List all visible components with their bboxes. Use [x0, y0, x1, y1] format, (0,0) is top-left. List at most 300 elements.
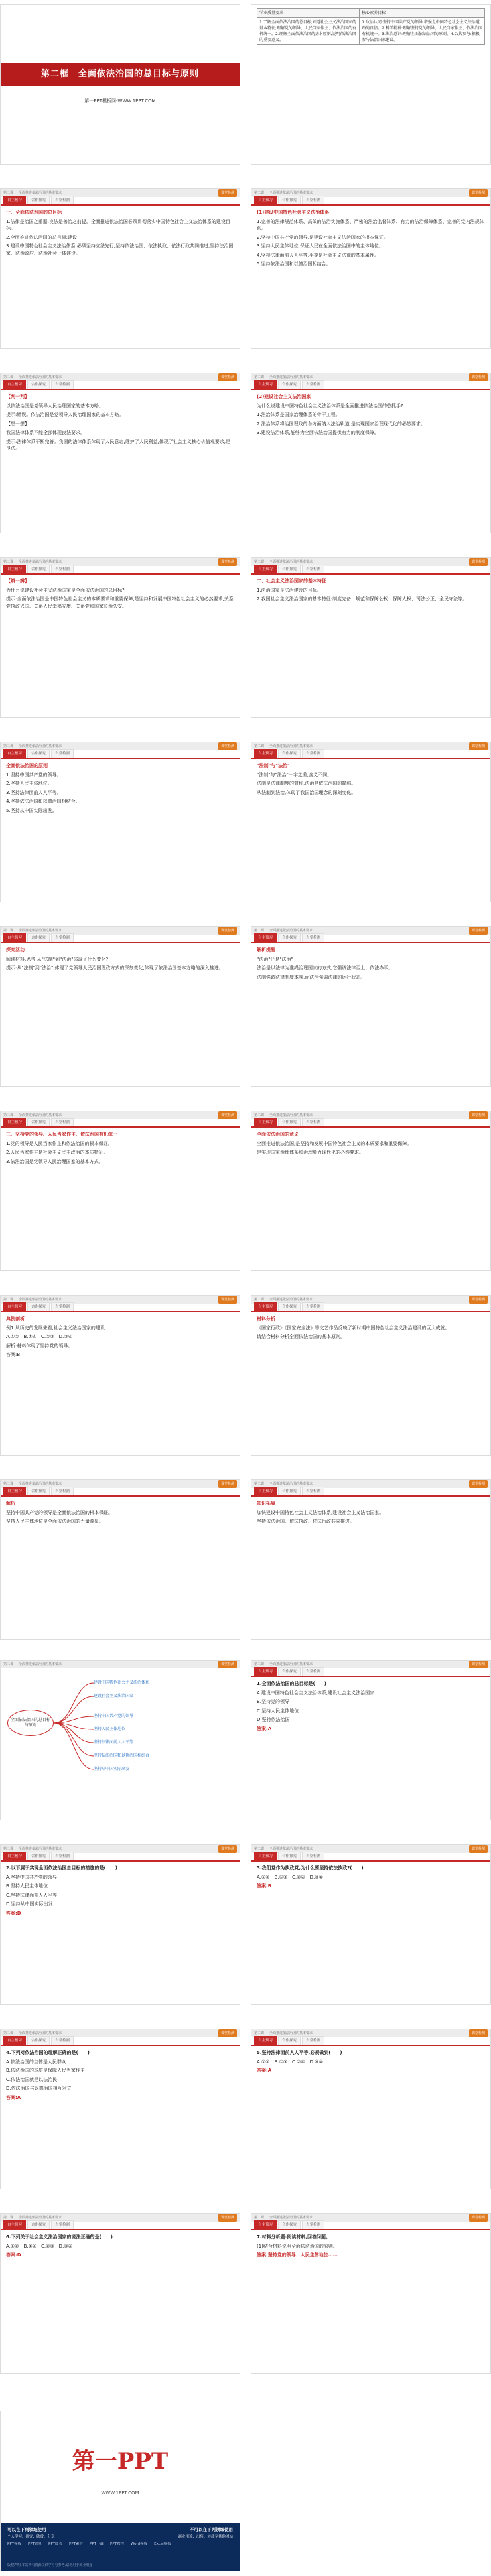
topbar-button[interactable]: 课堂检测 — [469, 1111, 488, 1120]
slide-line: 法制强调法律制度本身,而法治强调法律的运行状态。 — [257, 974, 366, 980]
tab-1[interactable]: 合作探究 — [278, 380, 301, 389]
topbar-button[interactable]: 课堂检测 — [218, 1661, 237, 1669]
content-slide — [251, 188, 491, 349]
brand-logo: 第一PPT — [72, 2448, 169, 2474]
slide-heading: "法制"与"法治" — [257, 763, 290, 768]
topbar-book: 第二课 — [3, 1113, 14, 1117]
topbar-section: 全面推进依法治国的基本要求 — [269, 375, 313, 379]
topbar-section: 全面推进依法治国的基本要求 — [19, 928, 62, 933]
tab-2[interactable]: 当堂检测 — [51, 1852, 74, 1861]
slide-heading: 【辨一辨】 — [6, 578, 29, 584]
tab-row — [251, 935, 490, 943]
quiz-slide — [0, 1844, 240, 2005]
topbar-button[interactable]: 课堂检测 — [218, 1845, 237, 1854]
quiz-option[interactable]: B.坚持党的领导 — [257, 1699, 290, 1704]
slide-line: 坚持中国共产党的领导是全面依法治国的根本保证。 — [6, 1509, 113, 1515]
mindmap-node: 建设社会主义法治国家 — [94, 1694, 134, 1698]
slide-line: "法治"还是"法治" — [257, 956, 293, 962]
tab-1[interactable]: 合作探究 — [27, 1487, 50, 1496]
tab-2[interactable]: 当堂检测 — [51, 1487, 74, 1496]
topbar-section: 全面推进依法治国的基本要求 — [19, 559, 62, 564]
slide-heading: (1)建设中国特色社会主义法治体系 — [257, 210, 330, 215]
slide-line: 坚持依法治国、依法执政、依法行政共同推进。 — [257, 1519, 354, 1524]
slide-content — [1, 390, 240, 458]
quiz-answer: 答案:A — [257, 1726, 272, 1731]
slide-line: 2.法治体系将治国理政的各方面纳入法治轨道,是实现国家治理现代化的必然要求。 — [257, 421, 425, 427]
slide-heading: 解析 — [6, 1501, 15, 1506]
slide-line: 提示:从"法制"到"法治",体现了党领导人民治国理政方式的深刻变化,体现了依法治国基本方略的深入推进。 — [6, 965, 224, 971]
slide-line: 坚持人民主体地位是全面依法治国的力量源泉。 — [6, 1519, 104, 1524]
quiz-option[interactable]: D.坚持依法治国 — [257, 1717, 290, 1722]
topbar-book: 第二课 — [3, 2215, 14, 2220]
slide-content — [251, 1497, 490, 1530]
topbar-book: 第二课 — [3, 190, 14, 195]
tab-2[interactable]: 当堂检测 — [302, 1487, 324, 1496]
topbar-section: 全面推进依法治国的基本要求 — [19, 1297, 62, 1302]
slide-content — [251, 943, 490, 986]
quiz-question: 3.我们党作为执政党,为什么要坚持依法执政?( ) — [257, 1865, 364, 1871]
tab-1[interactable]: 合作探究 — [278, 1118, 301, 1127]
tab-row — [1, 1488, 240, 1497]
slide-line: 提示:法律体系不断完善。我国的法律体系体现了人民意志,维护了人民利益,体现了社会主义核心价值观要求,是良法。 — [6, 439, 231, 451]
topbar-section: 全面推进依法治国的基本要求 — [19, 1481, 62, 1486]
topbar-book: 第二课 — [254, 1846, 265, 1851]
footer-links — [7, 2542, 233, 2547]
topbar-button[interactable]: 课堂检测 — [469, 558, 488, 567]
footer-link[interactable]: PPT教程 — [110, 2542, 124, 2546]
tab-2[interactable]: 当堂检测 — [51, 1118, 74, 1127]
slide-line: 以依法治国是党领导人民治理国家的基本方略。 — [6, 403, 104, 409]
topbar-section: 全面推进依法治国的基本要求 — [19, 1662, 62, 1666]
tab-row — [1, 935, 240, 943]
slide-line: 4.坚持法律面前人人平等,平等是社会主义法律的基本属性。 — [257, 252, 379, 258]
quiz-option[interactable]: A.坚持中国共产党的领导 — [6, 1874, 57, 1880]
slide-line: 为什么说建设中国特色社会主义法治体系是全面推进依法治国的总抓手? — [257, 403, 403, 409]
tab-0[interactable]: 自主预习 — [3, 1487, 26, 1496]
tab-0[interactable]: 自主预习 — [254, 2220, 277, 2230]
quiz-option[interactable]: A.依法治国的主体是人民群众 — [6, 2059, 66, 2065]
tab-1[interactable]: 合作探究 — [27, 1852, 50, 1861]
slide-line: 解析:材料体现了坚持党的领导。 — [6, 1343, 73, 1349]
logo-slide — [0, 2411, 240, 2571]
topbar-section: 全面推进依法治国的基本要求 — [19, 2031, 62, 2035]
topbar-section: 全面推进依法治国的基本要求 — [269, 190, 313, 195]
topbar-button[interactable]: 课堂检测 — [218, 2029, 237, 2038]
slide-line: 是实现国家治理体系和治理能力现代化的必然要求。 — [257, 1150, 364, 1155]
footer-link[interactable]: PPT素材 — [69, 2542, 83, 2546]
slide-line: 1.完善的法律规范体系、高效的法治实施体系、严密的法治监督体系、有力的法治保障体系、完善的党内法规体系。 — [257, 218, 484, 231]
slide-line: "法制"与"法治"一字之差,含义不同。 — [257, 772, 332, 778]
tab-2[interactable]: 当堂检测 — [51, 933, 74, 943]
topbar-button[interactable]: 课堂检测 — [469, 2214, 488, 2222]
slide-content — [1, 1497, 240, 1530]
footer-link[interactable]: PPT下载 — [90, 2542, 104, 2546]
slide-line: 5.坚持依法治国和以德治国相结合。 — [257, 261, 331, 267]
quiz-option[interactable]: B.依法治国的本质是保障人民当家作主 — [6, 2068, 86, 2073]
topbar-button[interactable]: 课堂检测 — [469, 189, 488, 198]
quiz-content — [1, 1862, 240, 1922]
topbar-section: 全面推进依法治国的基本要求 — [19, 1846, 62, 1851]
content-slide — [0, 557, 240, 718]
footer-link[interactable]: PPT图表 — [48, 2542, 62, 2546]
footer-copyright: 版权声明:本站所有资源仅供学习与参考,请勿用于商业用途 — [7, 2563, 93, 2567]
quiz-slide — [0, 2213, 240, 2374]
topbar-button[interactable]: 课堂检测 — [469, 1480, 488, 1489]
content-slide — [251, 1295, 491, 1456]
tab-row — [251, 2222, 490, 2230]
tab-0[interactable]: 自主预习 — [254, 565, 277, 574]
topbar-section: 全面推进依法治国的基本要求 — [19, 375, 62, 379]
quiz-option[interactable]: (1)结合材料说明全面依法治国的原则。 — [257, 2243, 338, 2249]
slide-line: 3.坚持人民主体地位,保证人民在全面依法治国中的主体地位。 — [257, 243, 384, 249]
topbar-book: 第二课 — [3, 2031, 14, 2035]
tab-2[interactable]: 当堂检测 — [302, 1667, 324, 1676]
quiz-slide — [0, 2029, 240, 2189]
slide-content — [1, 943, 240, 977]
tab-2[interactable]: 当堂检测 — [302, 565, 324, 574]
objectives-col2-text: 1.政治认同:坚持中国共产党的领导,增强走中国特色社会主义法治道路的自信。2.科学精神:理解坚持党的领导、人民当家作主、依法治国有机统一。3.法治意识:理解全面依法治国的原则。4.公共参与:积极参与法治国家建设。 — [360, 18, 485, 45]
quiz-option[interactable]: B.坚持人民主体地位 — [6, 1883, 48, 1889]
tab-row — [251, 197, 490, 206]
topbar-section: 全面推进依法治国的基本要求 — [19, 1113, 62, 1117]
tab-0[interactable]: 自主预习 — [254, 196, 277, 205]
tab-1[interactable]: 合作探究 — [27, 2036, 50, 2045]
topbar-section: 全面推进依法治国的基本要求 — [269, 744, 313, 748]
tab-1[interactable]: 合作探究 — [27, 1118, 50, 1127]
quiz-option[interactable]: C.依法治国就是以法治民 — [6, 2076, 58, 2082]
tab-0[interactable]: 自主预习 — [3, 2036, 26, 2045]
topbar-book: 第二课 — [254, 1662, 265, 1666]
tab-row — [1, 2222, 240, 2230]
quiz-answer: 答案:A — [6, 2094, 21, 2100]
tab-1[interactable]: 合作探究 — [278, 2220, 301, 2230]
topbar-button[interactable]: 课堂检测 — [218, 927, 237, 935]
topbar-button[interactable]: 课堂检测 — [218, 189, 237, 198]
quiz-content — [251, 2230, 490, 2264]
slide-line: 例1.从历史的发展来看,社会主义法治国家的建设…… — [6, 1325, 114, 1331]
quiz-question: 5.坚持法律面前人人平等,必须做到( ) — [257, 2050, 342, 2055]
tab-0[interactable]: 自主预习 — [3, 196, 26, 205]
tab-2[interactable]: 当堂检测 — [302, 1118, 324, 1127]
topbar-button[interactable]: 课堂检测 — [469, 742, 488, 751]
tab-2[interactable]: 当堂检测 — [302, 749, 324, 758]
topbar-book: 第二课 — [254, 2215, 265, 2220]
quiz-answer: 答案:B — [257, 1883, 272, 1889]
topbar-book: 第二课 — [3, 1481, 14, 1486]
tab-0[interactable]: 自主预习 — [254, 1487, 277, 1496]
slide-topbar — [1, 1661, 240, 1668]
quiz-content — [251, 1862, 490, 1895]
topbar-book: 第二课 — [3, 1297, 14, 1302]
topbar-section: 全面推进依法治国的基本要求 — [269, 1297, 313, 1302]
quiz-question: 7.材料分析题:阅读材料,回答问题。 — [257, 2234, 330, 2240]
slide-line: 5.坚持从中国实际出发。 — [6, 807, 57, 813]
quiz-question: 6.下列关于社会主义法治国家的说法正确的是( ) — [6, 2234, 113, 2240]
mindmap — [1, 1668, 240, 1781]
topbar-button[interactable]: 课堂检测 — [218, 558, 237, 567]
tab-0[interactable]: 自主预习 — [3, 380, 26, 389]
topbar-button[interactable]: 课堂检测 — [469, 373, 488, 382]
quiz-answer: 答案:A — [257, 2068, 272, 2073]
quiz-option[interactable]: A.①② B.①③ C.②④ D.③④ — [257, 1874, 323, 1880]
slide-heading: 全面依法治国的原则 — [6, 763, 48, 768]
topbar-book: 第二课 — [254, 559, 265, 564]
slide-line: A.①② B.①④ C.②③ D.③④ — [6, 1334, 72, 1339]
quiz-option[interactable]: D.依法治国与以德治国相互对立 — [6, 2086, 72, 2091]
slide-heading: 三、坚持党的领导、人民当家作主、依法治国有机统一 — [6, 1132, 117, 1137]
tab-row — [251, 1853, 490, 1862]
objectives-table — [257, 8, 485, 45]
slide-line: 2.坚持人民主体地位。 — [6, 781, 52, 786]
slide-line: 全面推进依法治国,是坚持和发展中国特色社会主义的本质要求和重要保障。 — [257, 1140, 412, 1146]
topbar-section: 全面推进依法治国的基本要求 — [269, 2031, 313, 2035]
slide-content — [251, 1312, 490, 1346]
topbar-book: 第二课 — [254, 375, 265, 379]
tab-0[interactable]: 自主预习 — [3, 1852, 26, 1861]
slide-content — [251, 575, 490, 608]
tab-1[interactable]: 合作探究 — [27, 1302, 50, 1312]
tab-2[interactable]: 当堂检测 — [302, 2220, 324, 2230]
content-slide — [0, 742, 240, 902]
slide-line: 1.党的领导是人民当家作主和依法治国的根本保证。 — [6, 1140, 113, 1146]
tab-1[interactable]: 合作探究 — [27, 380, 50, 389]
quiz-slide — [251, 2029, 491, 2189]
slide-heading: 知识拓展 — [257, 1501, 275, 1506]
tab-row — [251, 1304, 490, 1312]
content-slide — [0, 1111, 240, 1271]
objectives-slide — [251, 4, 491, 165]
footer-link[interactable]: PPT背景 — [28, 2542, 42, 2546]
topbar-section: 全面推进依法治国的基本要求 — [269, 1113, 313, 1117]
topbar-book: 第二课 — [254, 744, 265, 748]
quiz-option[interactable]: A.①② B.①④ C.②③ D.③④ — [6, 2243, 72, 2249]
topbar-button[interactable]: 课堂检测 — [469, 1661, 488, 1669]
quiz-option[interactable]: D.坚持从中国实际出发 — [6, 1901, 53, 1907]
topbar-button[interactable]: 课堂检测 — [469, 2029, 488, 2038]
slide-line: 2.全面推进依法治国的总目标:建设 — [6, 234, 78, 240]
tab-1[interactable]: 合作探究 — [278, 1667, 301, 1676]
content-slide — [251, 926, 491, 1087]
tab-0[interactable]: 自主预习 — [254, 749, 277, 758]
tab-2[interactable]: 当堂检测 — [51, 2220, 74, 2230]
slide-line: 3.依法治国是党领导人民治理国家的基本方式。 — [6, 1158, 104, 1164]
topbar-button[interactable]: 课堂检测 — [218, 1296, 237, 1304]
tab-2[interactable]: 当堂检测 — [302, 2036, 324, 2045]
tab-row — [251, 381, 490, 390]
content-slide — [251, 1479, 491, 1640]
topbar-section: 全面推进依法治国的基本要求 — [19, 744, 62, 748]
quiz-option[interactable]: A.①② B.①③ C.②④ D.③④ — [257, 2059, 323, 2065]
topbar-section: 全面推进依法治国的基本要求 — [269, 1846, 313, 1851]
slide-line: 2.人民当家作主是社会主义民主政治的本质特征。 — [6, 1150, 108, 1155]
topbar-button[interactable]: 课堂检测 — [218, 1480, 237, 1489]
tab-row — [251, 1668, 490, 1677]
tab-0[interactable]: 自主预习 — [254, 2036, 277, 2045]
tab-2[interactable]: 当堂检测 — [51, 1302, 74, 1312]
tab-1[interactable]: 合作探究 — [27, 749, 50, 758]
slide-line: 3.建设中国特色社会主义法治体系,必须坚持立法先行,坚持依法治国、依法执政、依法行政共同推进,坚持法治国家、法治政府、法治社会一体建设。 — [6, 243, 234, 256]
topbar-section: 全面推进依法治国的基本要求 — [269, 1662, 313, 1666]
mindmap-node: 坚持中国共产党的领导 — [94, 1714, 134, 1718]
objectives-col1-text: 1.了解全面依法治国的总目标;知道社会主义法治国家的基本特征;理解党的领导、人民当家作主、依法治国的有机统一。2.理解全面依法治国的基本原则,说明依法治国的重要意义。 — [257, 18, 360, 45]
slide-line: 加快建设中国特色社会主义法治体系,建设社会主义法治国家。 — [257, 1509, 384, 1515]
tab-1[interactable]: 合作探究 — [278, 749, 301, 758]
tab-0[interactable]: 自主预习 — [3, 2220, 26, 2230]
tab-row — [251, 566, 490, 575]
objectives-col1-head: 学业质量要求 — [257, 9, 360, 18]
quiz-option[interactable]: A.建设中国特色社会主义法治体系,建设社会主义法治国家 — [257, 1690, 375, 1696]
tab-0[interactable]: 自主预习 — [254, 1302, 277, 1312]
footer-link[interactable]: Word模板 — [131, 2542, 148, 2546]
slide-line: 3.建设法治体系,能够为全面依法治国提供有力的制度保障。 — [257, 430, 379, 435]
topbar-book: 第二课 — [3, 928, 14, 933]
tab-1[interactable]: 合作探究 — [278, 1487, 301, 1496]
mindmap-node: 建设中国特色社会主义法治体系 — [94, 1680, 150, 1685]
slide-content — [251, 390, 490, 442]
tab-row — [251, 750, 490, 759]
quiz-content — [1, 2046, 240, 2106]
tab-0[interactable]: 自主预习 — [254, 1852, 277, 1861]
slide-content — [251, 206, 490, 273]
tab-1[interactable]: 合作探究 — [27, 933, 50, 943]
topbar-button[interactable]: 课堂检测 — [469, 927, 488, 935]
slide-heading: 全面依法治国的意义 — [257, 1132, 299, 1137]
topbar-button[interactable]: 课堂检测 — [218, 742, 237, 751]
topbar-book: 第二课 — [254, 1481, 265, 1486]
mindmap-node: 坚持人民主体地位 — [94, 1727, 126, 1731]
topbar-button[interactable]: 课堂检测 — [218, 2214, 237, 2222]
tab-1[interactable]: 合作探究 — [27, 2220, 50, 2230]
topbar-section: 全面推进依法治国的基本要求 — [269, 559, 313, 564]
slide-content — [1, 1312, 240, 1364]
tab-row — [251, 1488, 490, 1497]
topbar-book: 第二课 — [3, 1846, 14, 1851]
content-slide — [0, 926, 240, 1087]
topbar-section: 全面推进依法治国的基本要求 — [19, 190, 62, 195]
tab-1[interactable]: 合作探究 — [278, 196, 301, 205]
slide-heading: (2)建设社会主义法治国家 — [257, 394, 311, 399]
slide-line: 从法制到法治,体现了我国治国理念的深刻变化。 — [257, 789, 356, 795]
title-slide — [0, 4, 240, 165]
slide-heading: 材料分析 — [257, 1316, 275, 1322]
content-slide — [0, 1295, 240, 1456]
tab-0[interactable]: 自主预习 — [254, 933, 277, 943]
quiz-answer: 答案:D — [6, 2252, 21, 2258]
topbar-book: 第二课 — [3, 744, 14, 748]
tab-row — [1, 2037, 240, 2046]
quiz-content — [251, 2046, 490, 2080]
topbar-book: 第二课 — [3, 559, 14, 564]
tab-2[interactable]: 当堂检测 — [51, 565, 74, 574]
footer-bar — [1, 2523, 240, 2571]
quiz-option[interactable]: C.坚持法律面前人人平等 — [6, 1892, 58, 1898]
tab-0[interactable]: 自主预习 — [254, 1118, 277, 1127]
tab-2[interactable]: 当堂检测 — [51, 2036, 74, 2045]
objectives-col2-head: 核心素养目标 — [360, 9, 485, 18]
tab-0[interactable]: 自主预习 — [254, 380, 277, 389]
tab-1[interactable]: 合作探究 — [278, 1302, 301, 1312]
tab-2[interactable]: 当堂检测 — [302, 196, 324, 205]
slide-heading: 【判一判】 — [6, 394, 29, 399]
quiz-question: 1.全面依法治国的总目标是( ) — [257, 1681, 326, 1686]
topbar-book: 第二课 — [254, 1297, 265, 1302]
tab-0[interactable]: 自主预习 — [254, 1667, 277, 1676]
quiz-question: 2.以下属于实现全面依法治国总目标的措施的是( ) — [6, 1865, 117, 1871]
quiz-slide — [251, 1844, 491, 2005]
slide-line: 阅读材料,思考:从"法制"到"法治"体现了什么变化? — [6, 956, 109, 962]
topbar-button[interactable]: 课堂检测 — [218, 373, 237, 382]
slide-line: 1.法治国家是法治建设的目标。 — [257, 587, 322, 593]
footer-link[interactable]: PPT模板 — [7, 2542, 21, 2546]
content-slide — [251, 557, 491, 718]
tab-row — [1, 1119, 240, 1128]
tab-0[interactable]: 自主预习 — [3, 749, 26, 758]
tab-0[interactable]: 自主预习 — [3, 1302, 26, 1312]
slide-heading: 典例剖析 — [6, 1316, 25, 1322]
topbar-button[interactable]: 课堂检测 — [469, 1296, 488, 1304]
tab-2[interactable]: 当堂检测 — [302, 1852, 324, 1861]
slide-line: 1.坚持中国共产党的领导。 — [6, 772, 62, 778]
quiz-question: 4.下列对依法治国的理解正确的是( ) — [6, 2050, 90, 2055]
tab-1[interactable]: 合作探究 — [278, 2036, 301, 2045]
tab-2[interactable]: 当堂检测 — [51, 196, 74, 205]
tab-row — [251, 2037, 490, 2046]
content-slide — [0, 1479, 240, 1640]
tab-1[interactable]: 合作探究 — [278, 1852, 301, 1861]
topbar-book: 第二课 — [254, 928, 265, 933]
topbar-book: 第二课 — [254, 190, 265, 195]
slide-content — [251, 1128, 490, 1162]
topbar-book: 第二课 — [3, 375, 14, 379]
tab-1[interactable]: 合作探究 — [27, 565, 50, 574]
tab-0[interactable]: 自主预习 — [3, 933, 26, 943]
content-slide — [251, 373, 491, 533]
tab-1[interactable]: 合作探究 — [278, 933, 301, 943]
tab-1[interactable]: 合作探究 — [278, 565, 301, 574]
tab-row — [1, 566, 240, 575]
slide-content — [251, 759, 490, 801]
tab-2[interactable]: 当堂检测 — [51, 380, 74, 389]
quiz-answer: 答案:D — [6, 1910, 21, 1916]
footer-link[interactable]: Excel模板 — [154, 2542, 171, 2546]
content-slide — [251, 1111, 491, 1271]
slide-line: 答案:B — [6, 1352, 21, 1357]
slide-line: 法制是法律制度的简称,法治是依法治国的简称。 — [257, 781, 356, 786]
topbar-section: 全面推进依法治国的基本要求 — [269, 1481, 313, 1486]
tab-2[interactable]: 当堂检测 — [302, 380, 324, 389]
footer-right-head: 不可以在下列领域使用 — [190, 2527, 233, 2532]
quiz-slide — [251, 2213, 491, 2374]
tab-2[interactable]: 当堂检测 — [302, 933, 324, 943]
slide-line: 提示:错误。依法治国是党领导人民治理国家的基本方略。 — [6, 412, 124, 417]
slide-heading: 二、社会主义法治国家的基本特征 — [257, 578, 326, 584]
topbar-button[interactable]: 课堂检测 — [218, 1111, 237, 1120]
topbar-book: 第二课 — [254, 2031, 265, 2035]
topbar-button[interactable]: 课堂检测 — [469, 1845, 488, 1854]
tab-row — [1, 1304, 240, 1312]
tab-1[interactable]: 合作探究 — [27, 196, 50, 205]
slide-content — [1, 206, 240, 262]
topbar-section: 全面推进依法治国的基本要求 — [269, 928, 313, 933]
tab-2[interactable]: 当堂检测 — [302, 1302, 324, 1312]
quiz-option[interactable]: C.坚持人民主体地位 — [257, 1708, 299, 1714]
topbar-book: 第二课 — [3, 1662, 14, 1666]
tab-0[interactable]: 自主预习 — [3, 565, 26, 574]
tab-2[interactable]: 当堂检测 — [51, 749, 74, 758]
quiz-answer: 答案:坚持党的领导、人民主体地位…… — [257, 2252, 338, 2258]
tab-row — [1, 1853, 240, 1862]
tab-0[interactable]: 自主预习 — [3, 1118, 26, 1127]
